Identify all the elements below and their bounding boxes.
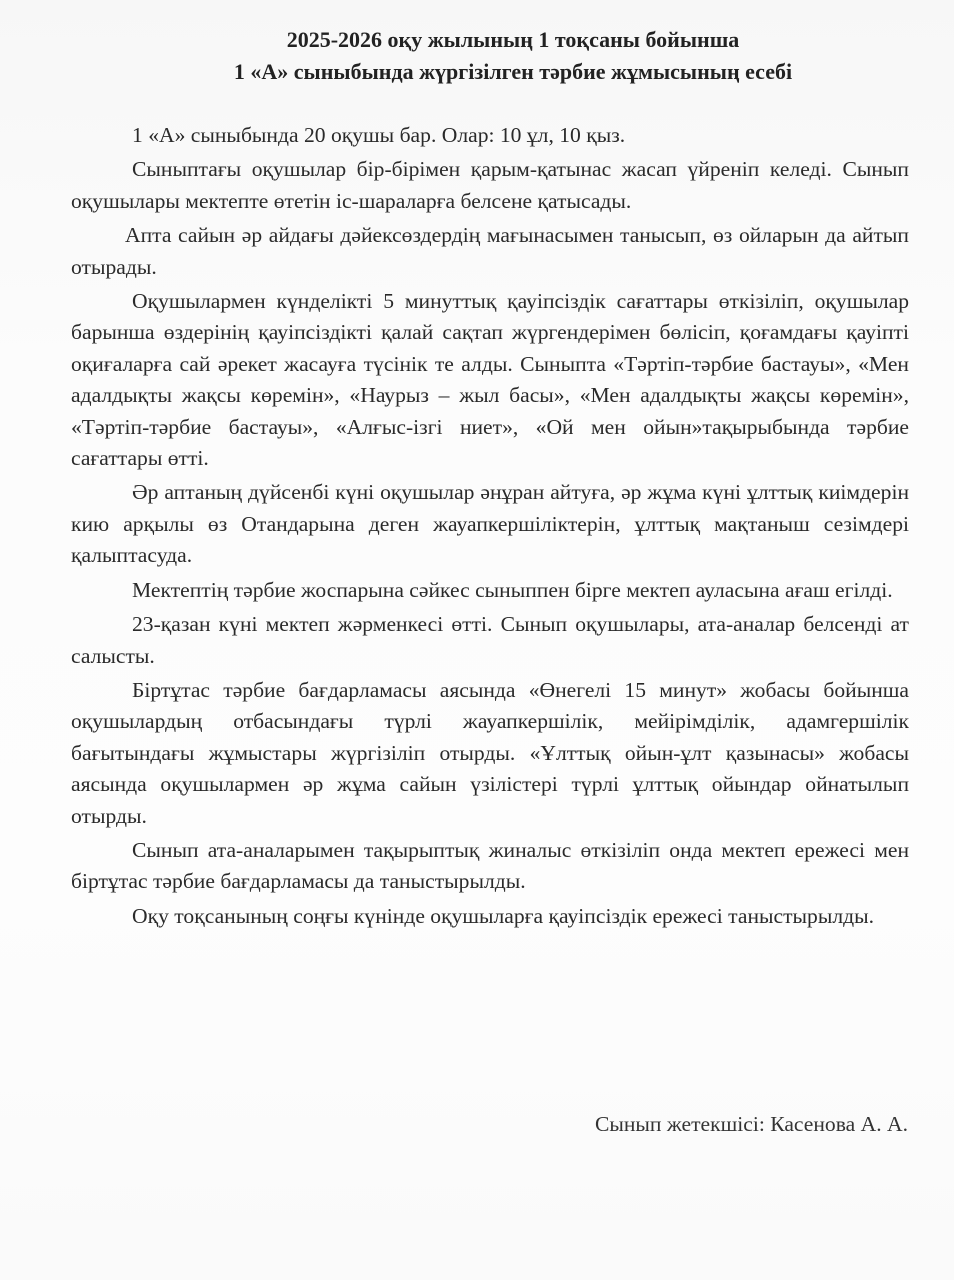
paragraph-parent-meeting: Сынып ата-аналарымен тақырыптық жиналыс өткізіліп онда мектеп ережесі мен біртұтас тәрбие бағдарламасы да таныстырылды. xyxy=(71,837,909,894)
report-body xyxy=(71,120,909,932)
paragraph-anthem-national-dress: Әр аптаның дүйсенбі күні оқушылар әнұран айтуға, әр жұма күні ұлттық киімдерін кию арқылы өз Отандарына деген жауапкершіліктерін, ұлттық мақтаныш сезімдері қалыптасуда. xyxy=(71,480,909,568)
signature-line: Сынып жетекшісі: Касенова А. А. xyxy=(594,1112,908,1136)
report-title-line-2: 1 «А» сыныбында жүргізілген тәрбие жұмысының есебі xyxy=(233,59,793,84)
paragraph-final-day-safety: Оқу тоқсанының соңғы күнінде оқушыларға қауіпсіздік ережесі таныстырылды. xyxy=(132,903,875,928)
paragraph-safety-hours: Оқушылармен күнделікті 5 минуттық қауіпсіздік сағаттары өткізіліп, оқушылар барынша өздерінің қауіпсіздікті қалай сақтап жүргендерімен бөлісіп, қоғамдағы қауіпті оқиғаларға сай әрекет жасауға түсінік те алды. Сыныпта «Тәртіп-тәрбие бастауы», «Мен адалдықты жақсы көремін», «Наурыз – жыл басы», «Мен адалдықты жақсы көремін», «Тәртіп-тәрбие бастауы», «Алғыс-ізгі ниет», «Ой мен ойын»тақырыбында тәрбие сағаттары өтті. xyxy=(71,289,909,471)
paragraph-weekly-quotes: Апта сайын әр айдағы дәйексөздердің мағынасымен танысып, өз ойларын да айтып отырады. xyxy=(71,223,909,279)
paragraph-school-fair: 23-қазан күні мектеп жәрменкесі өтті. Сынып оқушылары, ата-аналар белсенді ат салысты. xyxy=(71,612,909,668)
paragraph-class-relations: Сыныптағы оқушылар бір-бірімен қарым-қатынас жасап үйреніп келеді. Сынып оқушылары мектепте өтетін іс-шараларға белсене қатысады. xyxy=(71,157,909,213)
paragraph-unified-program: Біртұтас тәрбие бағдарламасы аясында «Өнегелі 15 минут» жобасы бойынша оқушылардың отбасындағы түрлі жауапкершілік, мейірімділік, адамгершілік бағытындағы жұмыстары жүргізіліп отырды. «Ұлттық ойын-ұлт қазынасы» жобасы аясында оқушылармен әр жұма сайын үзілістері түрлі ұлттық ойындар ойнатылып отырды. xyxy=(71,677,909,828)
paragraph-class-composition: 1 «А» сыныбында 20 оқушы бар. Олар: 10 ұл, 10 қыз. xyxy=(132,123,626,147)
paragraph-tree-planting: Мектептің тәрбие жоспарына сәйкес сыныппен бірге мектеп ауласына ағаш егілді. xyxy=(132,577,893,602)
report-title-line-1: 2025-2026 оқу жылының 1 тоқсаны бойынша xyxy=(286,27,740,52)
